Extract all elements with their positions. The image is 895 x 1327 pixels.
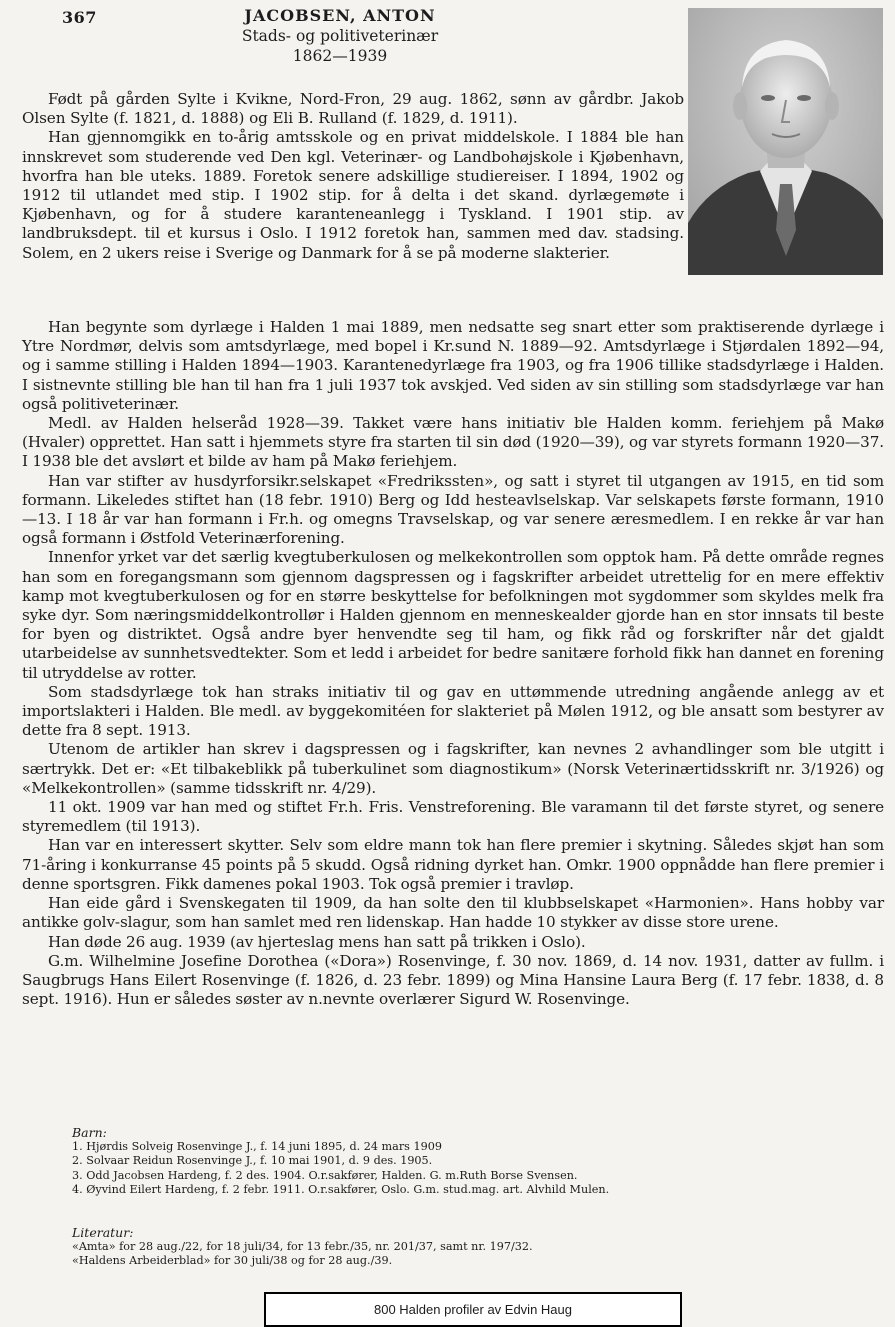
person-title: Stads- og politiveterinær [241,27,439,45]
paragraph: Som stadsdyrlæge tok han straks initiativ til og gav en uttømmende utredning angående anlegg av et importslakteri i Halden. Ble medl. av byggekomitéen for slakteriet på Mølen 1912, og ble ansatt som bestyrer av dette fra 8 sept. 1913. [22,682,884,740]
intro-text [22,90,684,263]
main-text [22,318,884,1009]
paragraph: Født på gården Sylte i Kvikne, Nord-Fron, 29 aug. 1862, sønn av gårdbr. Jakob Olsen Sylte (f. 1821, d. 1888) og Eli B. Rulland (f. 1829, d. 1911). [22,90,684,128]
children-list [72,1126,862,1197]
person-years: 1862—1939 [292,47,388,65]
paragraph: 11 okt. 1909 var han med og stiftet Fr.h. Fris. Venstreforening. Ble varamann til det første styret, og senere styremedlem (til 1913). [22,798,884,836]
literature-list [72,1226,862,1269]
list-item: 3. Odd Jacobsen Hardeng, f. 2 des. 1904. O.r.sakfører, Halden. G. m.Ruth Borse Svensen. [72,1168,578,1182]
source-caption: 800 Halden profiler av Edvin Haug [264,1292,682,1327]
paragraph: Medl. av Halden helseråd 1928—39. Takket være hans initiativ ble Halden komm. feriehjem på Makø (Hvaler) opprettet. Han satt i hjemmets styre fra starten til sin død (1920—39), og var styrets formann 1920—37. I 1938 ble det avslørt et bilde av ham på Makø feriehjem. [22,414,884,471]
paragraph: Han begynte som dyrlæge i Halden 1 mai 1889, men nedsatte seg snart etter som praktiserende dyrlæge i Ytre Nordmør, delvis som amtsdyrlæge, med bopel i Kr.sund N. 1889—92. Amtsdyrlæge i Stjørdalen 1892—94, og i samme stilling i Halden 1894—1903. Karantenedyrlæge fra 1903, og fra 1906 tillike stadsdyrlæge i Halden. I sistnevnte stilling ble han til han fra 1 juli 1937 tok avskjed. Ved siden av sin stilling som stadsdyrlæge var han også politiveterinær. [22,318,884,413]
list-item: 4. Øyvind Eilert Hardeng, f. 2 febr. 1911. O.r.sakfører, Oslo. G.m. stud.mag. art. Alvhild Mulen. [72,1182,610,1196]
person-name: JACOBSEN, ANTON [244,6,436,25]
paragraph: Han eide gård i Svenskegaten til 1909, da han solte den til klubbselskapet «Harmonien». Hans hobby var antikke golv-slagur, som han samlet med ren lidenskap. Han hadde 10 stykker av disse store urene. [22,894,884,932]
paragraph: Utenom de artikler han skrev i dagspressen og i fagskrifter, kan nevnes 2 avhandlinger som ble utgitt i særtrykk. Det er: «Et tilbakeblikk på tuberkulinet som diagnostikum» (Norsk Veterinærtidsskrift nr. 3/1926) og «Melkekontrollen» (samme tidsskrift nr. 4/29). [22,740,884,797]
paragraph: G.m. Wilhelmine Josefine Dorothea («Dora») Rosenvinge, f. 30 nov. 1869, d. 14 nov. 1931, datter av fullm. i Saugbrugs Hans Eilert Rosenvinge (f. 1826, d. 23 febr. 1899) og Mina Hansine Laura Berg (f. 17 febr. 1838, d. 8 sept. 1916). Hun er således søster av n.nevnte overlærer Sigurd W. Rosenvinge. [22,951,884,1009]
literature-heading: Literatur: [72,1225,134,1240]
list-item: 1. Hjørdis Solveig Rosenvinge J., f. 14 juni 1895, d. 24 mars 1909 [72,1140,442,1154]
page-number: 367 [62,8,97,27]
paragraph: Han gjennomgikk en to-årig amtsskole og en privat middelskole. I 1884 ble han innskrevet som studerende ved Den kgl. Veterinær- og Landbohøjskole i Kjøbenhavn, hvorfra han ble uteks. 1889. Foretok senere adskillige studiereiser. I 1894, 1902 og 1912 til utlandet med stip. I 1902 stip. for å delta i det skand. dyrlægemøte i Kjøbenhavn, og for å studere karanteneanlegg i Tyskland. I 1901 stip. av landbruksdept. til et kursus i Oslo. I 1912 foretok han, sammen med dav. stadsing. Solem, en 2 ukers reise i Sverige og Danmark for å se på moderne slakterier. [22,128,684,262]
list-item: 2. Solvaar Reidun Rosenvinge J., f. 10 mai 1901, d. 9 des. 1905. [72,1154,433,1168]
paragraph: Han var en interessert skytter. Selv som eldre mann tok han flere premier i skytning. Således skjøt han som 71-åring i konkurranse 45 points på 5 skudd. Også ridning dyrket han. Omkr. 1900 oppnådde han flere premier i denne sportsgren. Fikk damenes pokal 1903. Tok også premier i travløp. [22,836,884,893]
portrait-photo [688,8,883,275]
paragraph: Han var stifter av husdyrforsikr.selskapet «Fredrikssten», og satt i styret til utgangen av 1915, en tid som formann. Likeledes stiftet han (18 febr. 1910) Berg og Idd hesteavlselskap. Var selskapets første formann, 1910—13. I 18 år var han formann i Fr.h. og omegns Travselskap, og var senere æresmedlem. I en rekke år var han også formann i Østfold Veterinærforening. [22,471,884,548]
paragraph: Innenfor yrket var det særlig kvegtuberkulosen og melkekontrollen som opptok ham. På dette område regnes han som en foregangsmann som gjennom dagspressen og i fagskrifter arbeidet utrettelig for en mere effektiv kamp mot kvegtuberkulosen og for en større beskyttelse for befolkningen mot sygdommer som skyldes melk fra syke dyr. Som næringsmiddelkontrollør i Halden gjennom en menneskealder gjorde han en stor innsats til beste for byen og distriktet. Også andre byer henvendte seg til ham, og fikk råd og forskrifter når det gjaldt utarbeidelse av sunnhetsvedtekter. Som et ledd i arbeidet for bedre sanitære forhold fikk han dannet en forening til utryddelse av rotter. [22,548,884,682]
children-heading: Barn: [72,1125,107,1140]
list-item: «Haldens Arbeiderblad» for 30 juli/38 og for 28 aug./39. [72,1254,393,1268]
article-header [200,6,480,66]
paragraph: Han døde 26 aug. 1939 (av hjerteslag mens han satt på trikken i Oslo). [48,932,586,951]
list-item: «Amta» for 28 aug./22, for 18 juli/34, for 13 febr./35, nr. 201/37, samt nr. 197/32. [72,1240,533,1254]
